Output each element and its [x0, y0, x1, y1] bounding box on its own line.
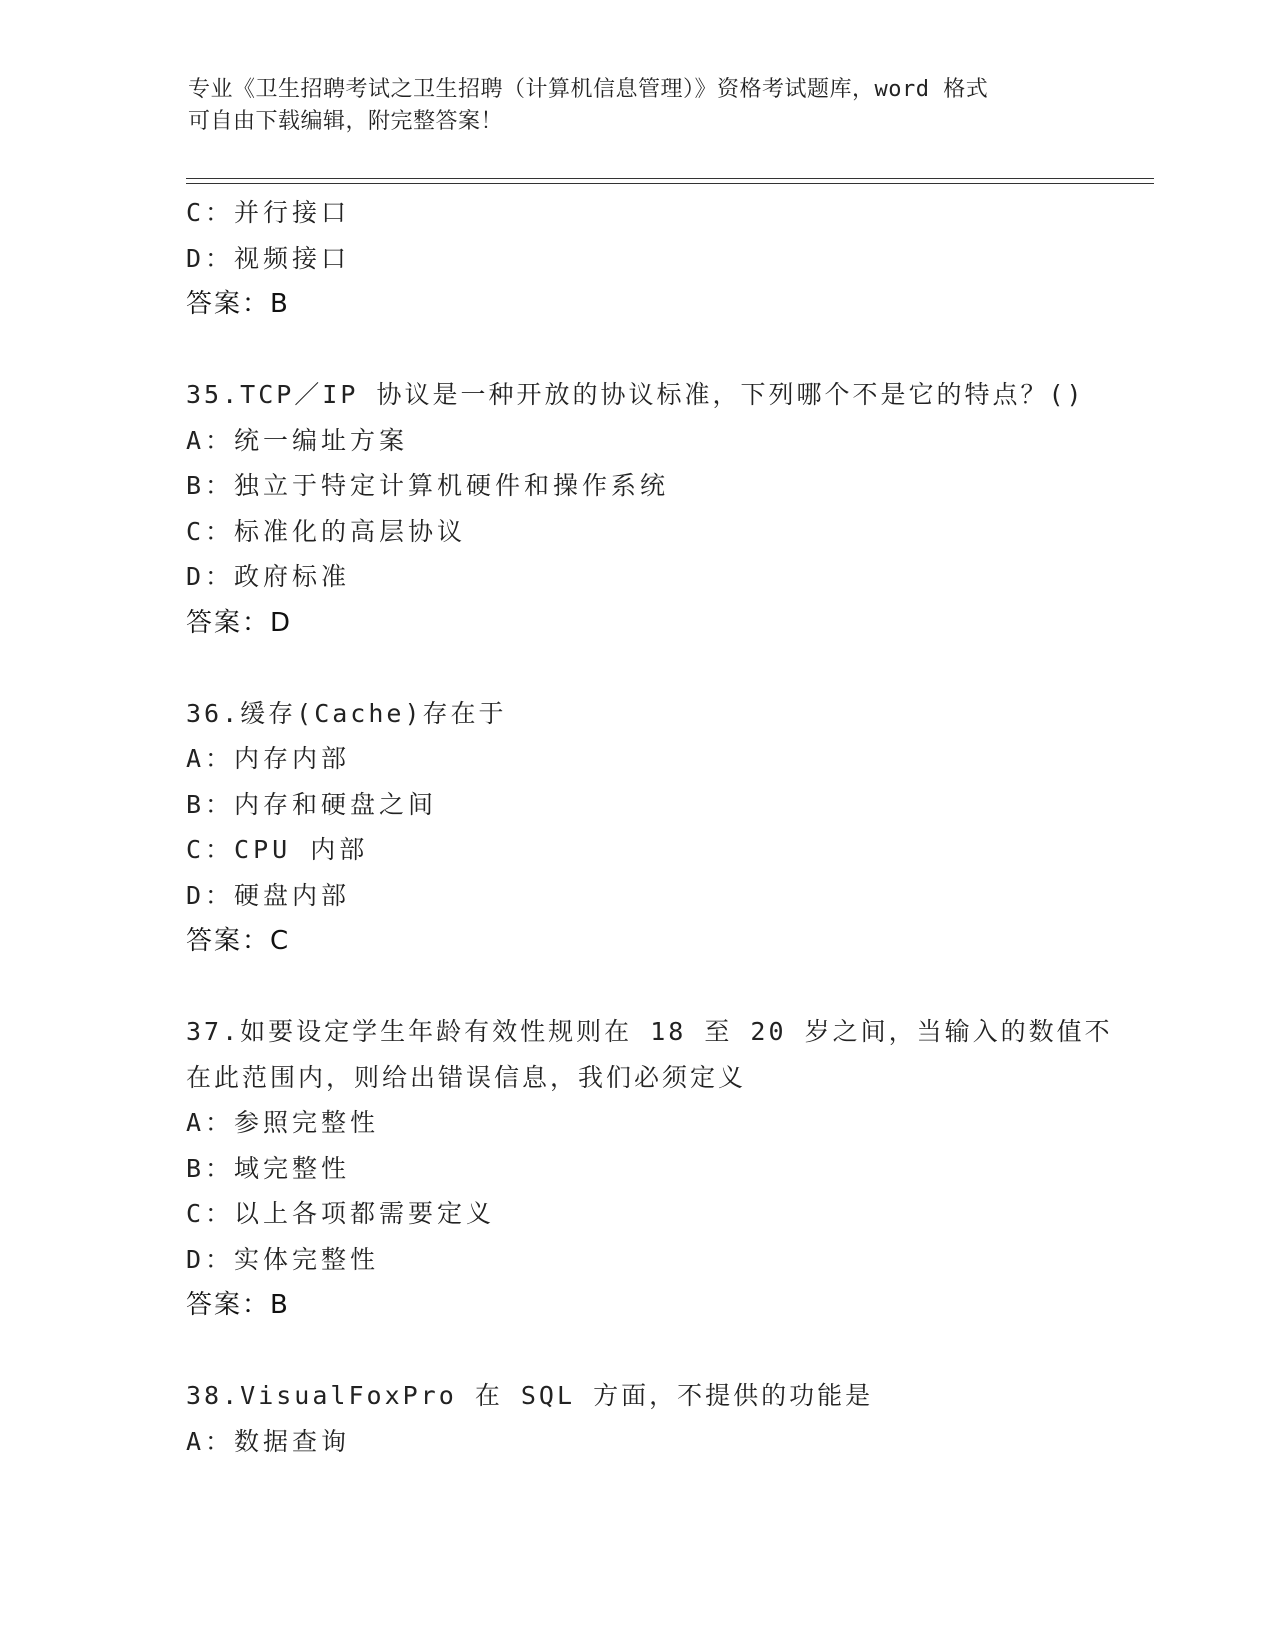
question-text: 36.缓存(Cache)存在于: [186, 698, 507, 728]
spacer: [186, 1328, 1166, 1373]
option-b: B：独立于特定计算机硬件和操作系统: [186, 471, 670, 500]
page-header: [188, 74, 1088, 138]
option-b: B：内存和硬盘之间: [186, 789, 438, 819]
answer: 答案：C: [186, 926, 291, 956]
spacer: [186, 327, 1166, 372]
option-c: C：标准化的高层协议: [186, 516, 467, 546]
option-d: D：实体完整性: [186, 1244, 380, 1274]
question-text-line-1: 37.如要设定学生年龄有效性规则在 18 至 20 岁之间，当输入的数值不: [186, 1017, 1113, 1046]
question-text-line-2: 在此范围内，则给出错误信息，我们必须定义: [186, 1062, 747, 1092]
header-line-1: 专业《卫生招聘考试之卫生招聘（计算机信息管理）》资格考试题库，word 格式: [188, 77, 989, 102]
question-37: [186, 1009, 1166, 1328]
question-38: [186, 1373, 1166, 1464]
option-b: B：域完整性: [186, 1153, 351, 1183]
option-a: A：数据查询: [186, 1426, 351, 1456]
question-list: [186, 190, 1166, 1464]
question-36: [186, 691, 1166, 965]
option-d: D：硬盘内部: [186, 880, 351, 910]
option-d: D：政府标准: [186, 562, 351, 591]
header-line-2: 可自由下载编辑，附完整答案！: [188, 109, 504, 134]
option-a: A：内存内部: [186, 744, 351, 773]
answer: 答案：B: [186, 1290, 290, 1320]
question-35: [186, 372, 1166, 646]
option-a: A：统一编址方案: [186, 425, 409, 455]
option-c: C：并行接口: [186, 198, 351, 227]
option-c: C：CPU 内部: [186, 835, 369, 864]
option-c: C：以上各项都需要定义: [186, 1199, 496, 1228]
answer: 答案：B: [186, 289, 290, 319]
question-text: 35.TCP／IP 协议是一种开放的协议标准，下列哪个不是它的特点？(): [186, 380, 1085, 409]
option-a: A：参照完整性: [186, 1108, 380, 1137]
header-divider-bottom: [186, 183, 1154, 184]
answer: 答案：D: [186, 607, 293, 638]
option-d: D：视频接口: [186, 243, 351, 273]
spacer: [186, 646, 1166, 691]
question-34-continued: [186, 190, 1166, 327]
question-text: 38.VisualFoxPro 在 SQL 方面，不提供的功能是: [186, 1381, 874, 1410]
spacer: [186, 964, 1166, 1009]
header-divider-top: [186, 178, 1154, 179]
